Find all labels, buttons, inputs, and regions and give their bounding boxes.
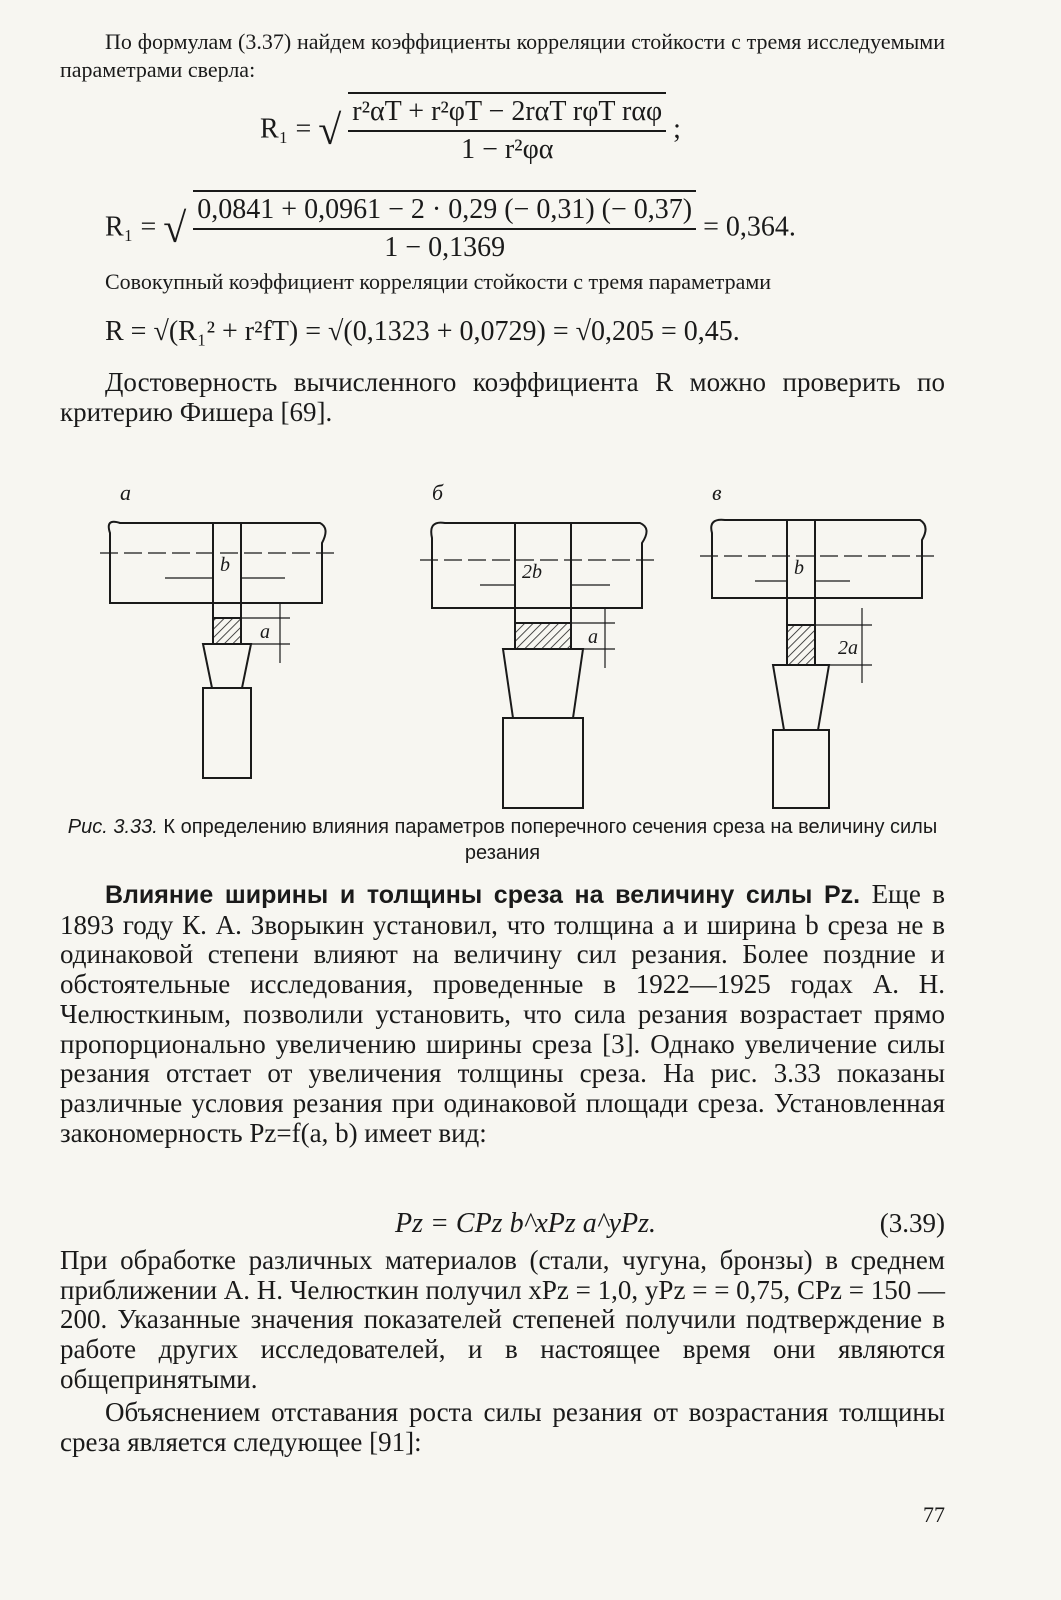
dim-b-c: b	[794, 557, 804, 579]
figure-label-b: б	[432, 480, 444, 505]
dim-a-a: a	[260, 621, 270, 643]
intro-text: По формулам (3.37) найдем коэффициенты корреляции стойкости с тремя исследуемыми параметрами сверла:	[60, 29, 945, 82]
tool-neck-a	[203, 644, 251, 688]
figure-label-a: а	[120, 480, 131, 505]
figure-3-33	[60, 468, 945, 818]
formula-r1-end: ;	[673, 113, 681, 145]
formula-R: R = √(R₁² + r²fT) = √(0,1323 + 0,0729) = √0,205 = 0,45.	[105, 316, 740, 347]
tool-neck-c	[773, 665, 829, 730]
page	[60, 28, 945, 1588]
formula-r1-denominator: 1 − r²φα	[461, 134, 554, 165]
formula-r1-numerator: r²αT + r²φT − 2rαT rφT rαφ	[348, 96, 666, 132]
figure-caption	[60, 814, 945, 866]
caption-text: К определению влияния параметров поперечного сечения среза на величину силы резания	[163, 816, 938, 864]
dim-b-a: b	[220, 554, 230, 576]
sqrt-sign: √	[318, 108, 342, 154]
chip-section-c	[787, 625, 815, 665]
paragraph-1	[60, 880, 945, 1148]
caption-label: Рис. 3.33.	[67, 816, 158, 838]
formula-r1n-result: = 0,364.	[703, 211, 796, 243]
chip-section-a	[213, 618, 241, 644]
dim-b-b: 2b	[522, 561, 542, 583]
figure-label-c: в	[712, 480, 722, 505]
equation-number: (3.39)	[879, 1208, 945, 1238]
paragraph-2: При обработке различных материалов (стали, чугуна, бронзы) в среднем приближении А. Н. Челюсткин получил xPz = 1,0, yPz = = 0,75, CPz = 150 — 200. Указанные значения показателей степеней получили подтверждение в работе других исследователей, и в настоящее время они являются общепринятыми.	[60, 1245, 945, 1394]
paragraph-3: Объяснением отставания роста силы резания от возрастания толщины среза является следующее [91]:	[60, 1397, 945, 1457]
chip-section-b	[515, 623, 571, 649]
reliability-text: Достоверность вычисленного коэффициента R можно проверить по критерию Фишера [69].	[60, 367, 945, 427]
sqrt-sign: √	[163, 206, 187, 252]
workpiece-a	[109, 522, 326, 603]
section-heading: Влияние ширины и толщины среза на величину силы Pz.	[105, 881, 861, 909]
tool-shank-c	[773, 730, 829, 808]
equation-3-39: Pz = CPz b^xPz a^yPz.	[395, 1208, 657, 1239]
formula-r1n-lhs: R₁ =	[105, 211, 157, 243]
formula-r1n-denominator: 1 − 0,1369	[384, 232, 506, 263]
combined-text: Совокупный коэффициент корреляции стойкости с тремя параметрами	[105, 269, 772, 294]
formula-r1n-numerator: 0,0841 + 0,0961 − 2 · 0,29 (− 0,31) (− 0,37)	[193, 194, 696, 230]
formula-r1-numeric	[105, 190, 796, 264]
workpiece-c	[711, 520, 925, 598]
page-number: 77	[923, 1502, 945, 1527]
tool-shank-a	[203, 688, 251, 778]
formula-r1-symbolic	[260, 92, 681, 166]
tool-neck-b	[503, 649, 583, 718]
dim-a-c: 2a	[838, 637, 858, 659]
formula-r1-lhs: R₁ =	[260, 113, 312, 145]
tool-shank-b	[503, 718, 583, 808]
dim-a-b: a	[588, 626, 598, 648]
paragraph-1-text: Еще в 1893 году К. А. Зворыкин установил, что толщина a и ширина b среза не в одинаковой степени влияют на величину сил резания. Более поздние и обстоятельные исследования, проведенные в 1922—1925 годах А. Н. Челюсткиным, позволили установить, что сила резания возрастает прямо пропорционально увеличению ширины среза [3]. Однако увеличение силы резания отстает от увеличения толщины среза. На рис. 3.33 показаны различные условия резания при одинаковой площади среза. Установленная закономерность Pz=f(a, b) имеет вид:	[60, 879, 946, 1148]
